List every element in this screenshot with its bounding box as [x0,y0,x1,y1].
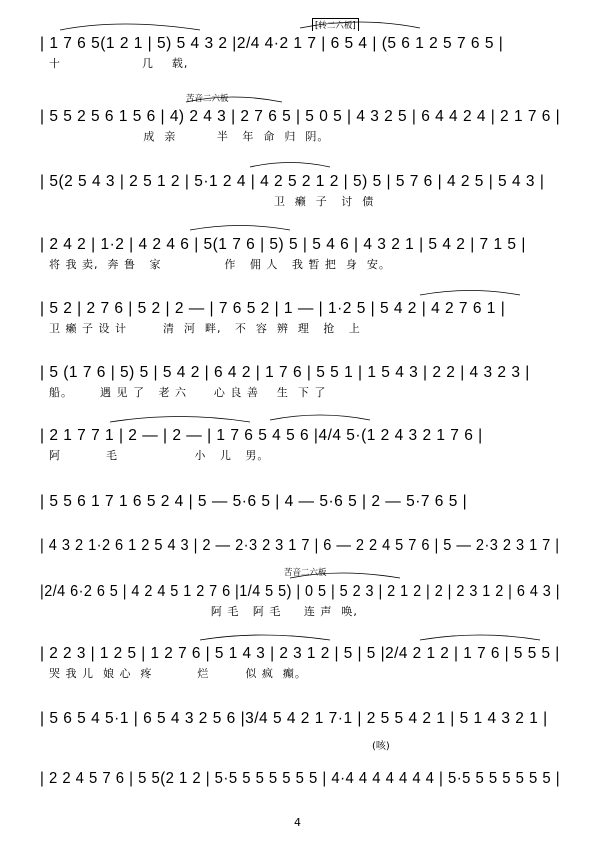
notation-line: | 5 5 6 1 7 1 6 5 2 4 | 5 — 5·6 5 | 4 — 5·6 5 | 2 — 5·7 6 5 | [40,493,468,510]
slur-mark [420,291,520,296]
lyrics-line: 哭 我 儿 娘 心 疼 烂 似 疯 癫。 [40,667,307,680]
notation-line: | 5 2 | 2 7 6 | 5 2 | 2 — | 7 6 5 2 | 1 — | 1·2 5 | 5 4 2 | 4 2 7 6 1 | [40,300,506,317]
notation-line: |2/4 6·2 6 5 | 4 2 4 5 1 2 7 6 |1/4 5 5) | 0 5 | 5 2 3 | 2 1 2 | 2 | 2 3 1 2 | 6 4 3 | [40,583,560,600]
lyrics-line: 将 我 卖, 奔 鲁 家 作 佣 人 我 暂 把 身 安。 [40,258,391,271]
lyrics-line: 成 亲 半 年 命 归 阴。 [40,130,330,143]
notation-line: | 2 1 7 7 1 | 2 — | 2 — | 1 7 6 5 4 5 6 |4/4 5·(1 2 4 3 2 1 7 6 | [40,427,483,444]
section-label: [转二六板] [312,18,359,31]
notation-line: | 4 3 2 1·2 6 1 2 5 4 3 | 2 — 2·3 2 3 1 7 | 6 — 2 2 4 5 7 6 | 5 — 2·3 2 3 1 7 | [40,537,560,554]
notation-line: | 1 7 6 5(1 2 1 | 5) 5 4 3 2 |2/4 4·2 1 7 | 6 5 4 | (5 6 1 2 5 7 6 5 | [40,35,504,52]
slur-mark [270,415,370,420]
lyrics-line: 十 几 载, [40,57,189,70]
notation-line: | 5(2 5 4 3 | 2 5 1 2 | 5·1 2 4 | 4 2 5 2 1 2 | 5) 5 | 5 7 6 | 4 2 5 | 5 4 3 | [40,173,545,190]
notation-line: | 5 5 2 5 6 1 5 6 | 4) 2 4 3 | 2 7 6 5 | 5 0 5 | 4 3 2 5 | 6 4 4 2 4 | 2 1 7 6 | [40,108,561,125]
slur-mark [200,635,330,640]
section-label: 苦音二六板 [284,568,327,578]
slur-mark [60,24,200,30]
slur-mark [186,97,282,102]
lyrics-line: 卫 癞 子 设 计 清 河 畔, 不 容 辨 理 抢 上 [40,322,361,335]
lyrics-line: 阿 毛 阿 毛 连 声 唤, [40,605,358,618]
notation-line: | 5 (1 7 6 | 5) 5 | 5 4 2 | 6 4 2 | 1 7 6 | 5 5 1 | 1 5 4 3 | 2 2 | 4 3 2 3 | [40,364,530,381]
slur-mark [250,163,330,168]
slur-mark [190,226,290,231]
notation-line: | 2 2 3 | 1 2 5 | 1 2 7 6 | 5 1 4 3 | 2 3 1 2 | 5 | 5 |2/4 2 1 2 | 1 7 6 | 5 5 5 | [40,645,560,662]
slur-mark [420,635,540,640]
section-label: 苦音二六板 [186,94,229,104]
lyrics-line: 卫 癞 子 讨 债 [40,195,375,208]
notation-line: | 2 2 4 5 7 6 | 5 5(2 1 2 | 5·5 5 5 5 5 5 5 | 4·4 4 4 4 4 4 4 | 5·5 5 5 5 5 5 5 | [40,770,561,787]
page-number: 4 [294,816,301,829]
notation-line: | 2 4 2 | 1·2 | 4 2 4 6 | 5(1 7 6 | 5) 5 | 5 4 6 | 4 3 2 1 | 5 4 2 | 7 1 5 | [40,236,526,253]
lyrics-line: 船。 遇 见 了 老 六 心 良 善 生 下 了 [40,386,327,399]
vocal-interjection: (咳) [372,741,390,752]
lyrics-line: 阿 毛 小 儿 男。 [40,449,270,462]
notation-line: | 5 6 5 4 5·1 | 6 5 4 3 2 5 6 |3/4 5 4 2 1 7·1 | 2 5 5 4 2 1 | 5 1 4 3 2 1 | [40,710,548,727]
slur-mark [110,417,250,423]
slur-mark [300,22,420,28]
slur-mark [290,573,400,578]
